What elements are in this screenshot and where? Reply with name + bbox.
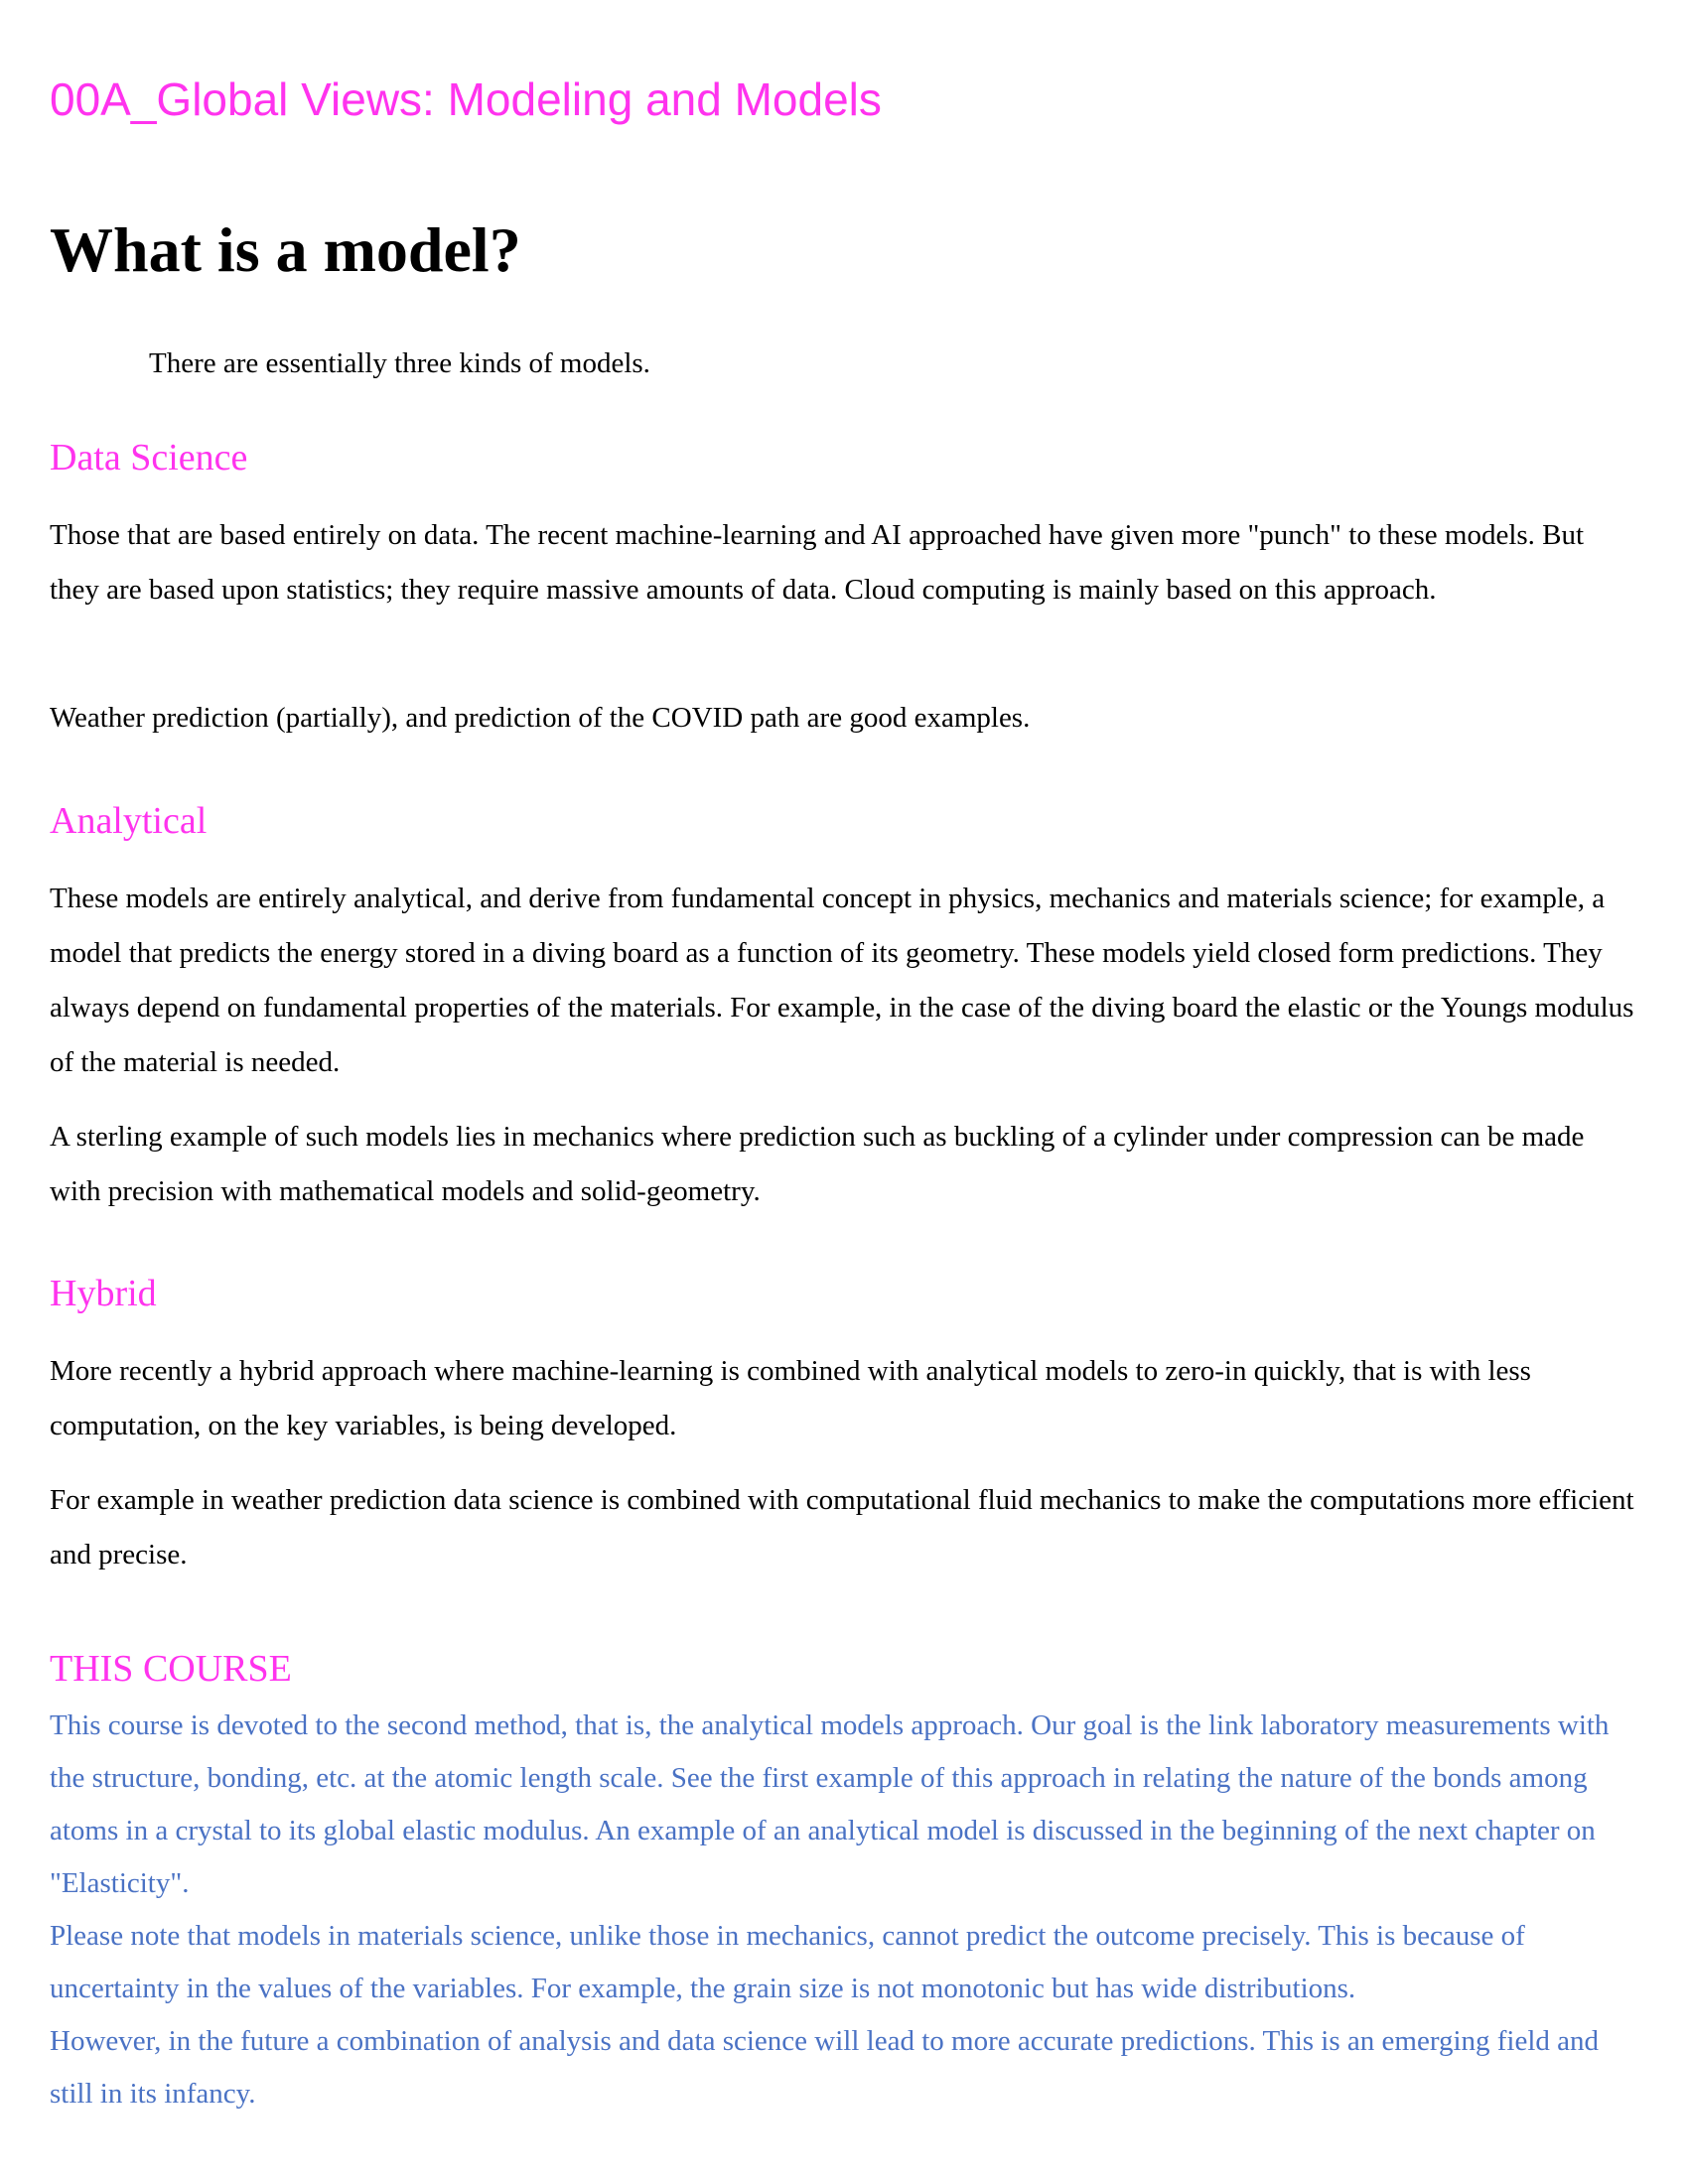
section-heading-analytical: Analytical — [50, 800, 208, 842]
data-science-paragraph-2: Weather prediction (partially), and prediction of the COVID path are good examples. — [50, 702, 1031, 734]
hybrid-paragraph-2: For example in weather prediction data science is combined with computational fluid mechanics to make the computations more efficient and precise. — [50, 1484, 1634, 1570]
analytical-paragraph-2: A sterling example of such models lies in mechanics where prediction such as buckling of a cylinder under compression can be made with precision with mathematical models and solid-geometry. — [50, 1121, 1585, 1207]
data-science-paragraph-1: Those that are based entirely on data. The recent machine-learning and AI approached have given more "punch" to these models. But they are based upon statistics; they require massive amounts of data. Cloud computing is mainly based on this approach. — [50, 519, 1585, 606]
this-course-paragraph-3: However, in the future a combination of analysis and data science will lead to more accurate predictions. This is an emerging field and still in its infancy. — [50, 2025, 1600, 2110]
this-course-paragraph-1: This course is devoted to the second method, that is, the analytical models approach. Our goal is the link laboratory measurements with the structure, bonding, etc. at the atomic length scale. See the first example of this approach in relating the nature of the bonds among atoms in a crystal to its global elastic modulus. An example of an analytical model is discussed in the beginning of the next chapter on "Elasticity". — [50, 1709, 1610, 1899]
document-page — [50, 0, 1638, 2184]
section-heading-data-science: Data Science — [50, 437, 248, 478]
analytical-paragraph-1: These models are entirely analytical, and derive from fundamental concept in physics, mechanics and materials science; for example, a model that predicts the energy stored in a diving board as a function of its geometry. These models yield closed form predictions. They always depend on fundamental properties of the materials. For example, in the case of the diving board the elastic or the Youngs modulus of the material is needed. — [50, 883, 1634, 1078]
section-heading-hybrid: Hybrid — [50, 1273, 157, 1314]
section-heading-this-course: THIS COURSE — [50, 1648, 292, 1690]
intro-paragraph: There are essentially three kinds of models. — [149, 347, 650, 379]
hybrid-paragraph-1: More recently a hybrid approach where machine-learning is combined with analytical models to zero-in quickly, that is with less computation, on the key variables, is being developed. — [50, 1355, 1531, 1441]
document-title: 00A_Global Views: Modeling and Models — [50, 73, 882, 125]
this-course-paragraph-2: Please note that models in materials science, unlike those in mechanics, cannot predict the outcome precisely. This is because of uncertainty in the values of the variables. For example, the grain size is not monotonic but has wide distributions. — [50, 1920, 1525, 2004]
main-heading: What is a model? — [50, 214, 521, 285]
